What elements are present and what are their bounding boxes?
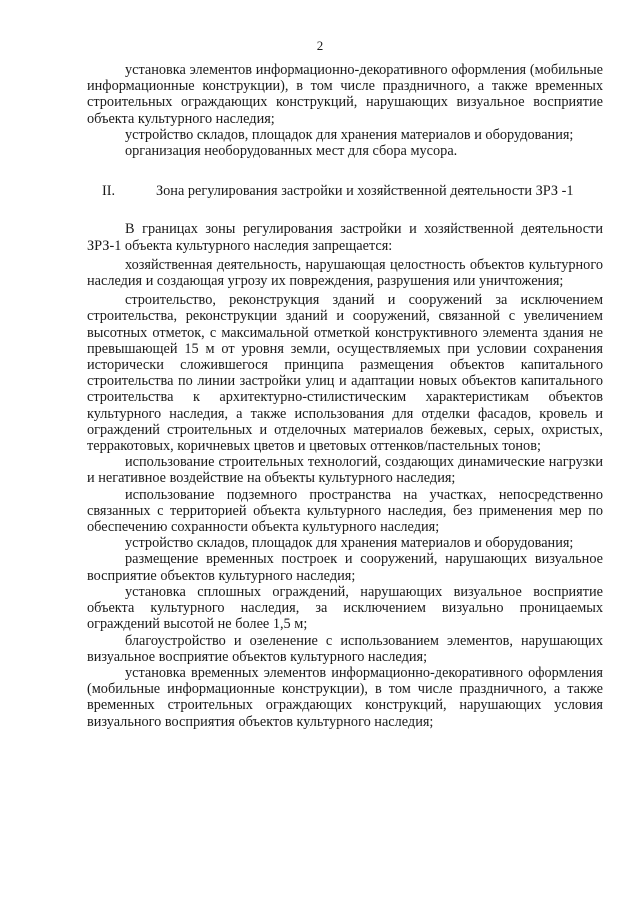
paragraph: организация необорудованных мест для сбора мусора. — [125, 143, 458, 160]
paragraph: использование подземного пространства на участках, непосредственно связанных с территорией объекта культурного наследия, без применения мер по обеспечению сохранности объекта культурного наследия; — [87, 486, 603, 536]
section-number: II. — [102, 183, 116, 200]
paragraph: установка элементов информационно-декоративного оформления (мобильные информационные конструкции), в том числе праздничного, а также временных строительных ограждающих конструкций, нарушающих визуальное восприятие объекта культурного наследия; — [87, 62, 603, 127]
page-number: 2 — [316, 38, 324, 53]
paragraph: установка временных элементов информационно-декоративного оформления (мобильные информационные конструкции), в том числе праздничного, а также временных строительных ограждающих конструкций, нарушающих условия визуального восприятия объектов культурного наследия; — [87, 664, 603, 730]
section-title: Зона регулирования застройки и хозяйственной деятельности ЗРЗ -1 — [156, 183, 574, 200]
paragraph: размещение временных построек и сооружений, нарушающих визуальное восприятие объектов культурного наследия; — [87, 551, 603, 584]
paragraph: устройство складов, площадок для хранения материалов и оборудования; — [125, 126, 574, 143]
paragraph: благоустройство и озеленение с использованием элементов, нарушающих визуальное восприятие объектов культурного наследия; — [87, 632, 603, 665]
section-heading — [87, 183, 603, 199]
paragraph: В границах зоны регулирования застройки и хозяйственной деятельности ЗРЗ-1 объекта культурного наследия запрещается: — [87, 221, 603, 254]
paragraph: устройство складов, площадок для хранения материалов и оборудования; — [125, 535, 574, 552]
paragraph: строительство, реконструкция зданий и сооружений за исключением строительства, реконструкции зданий и сооружений, связанной с увеличением высотных отметок, с максимальной отметкой конструктивного элемента здания не превышающей 15 м от уровня земли, осуществляемых при условии сохранения исторически сложившегося принципа размещения объектов капитального строительства по линии застройки улиц и адаптации новых объектов капитального строительства к архитектурно-стилистическим характеристикам объектов культурного наследия, а также использования для отделки фасадов, кровель и ограждений строительных и отделочных материалов бежевых, серых, охристых, терракотовых, коричневых цветов и цветовых оттенков/пастельных тонов; — [87, 292, 603, 455]
paragraph: хозяйственная деятельность, нарушающая целостность объектов культурного наследия и создающая угрозу их повреждения, разрушения или уничтожения; — [87, 256, 603, 290]
paragraph: установка сплошных ограждений, нарушающих визуальное восприятие объекта культурного наследия, за исключением визуально проницаемых ограждений высотой не более 1,5 м; — [87, 583, 603, 633]
paragraph: использование строительных технологий, создающих динамические нагрузки и негативное воздействие на объекты культурного наследия; — [87, 454, 603, 487]
document-body — [87, 62, 603, 730]
